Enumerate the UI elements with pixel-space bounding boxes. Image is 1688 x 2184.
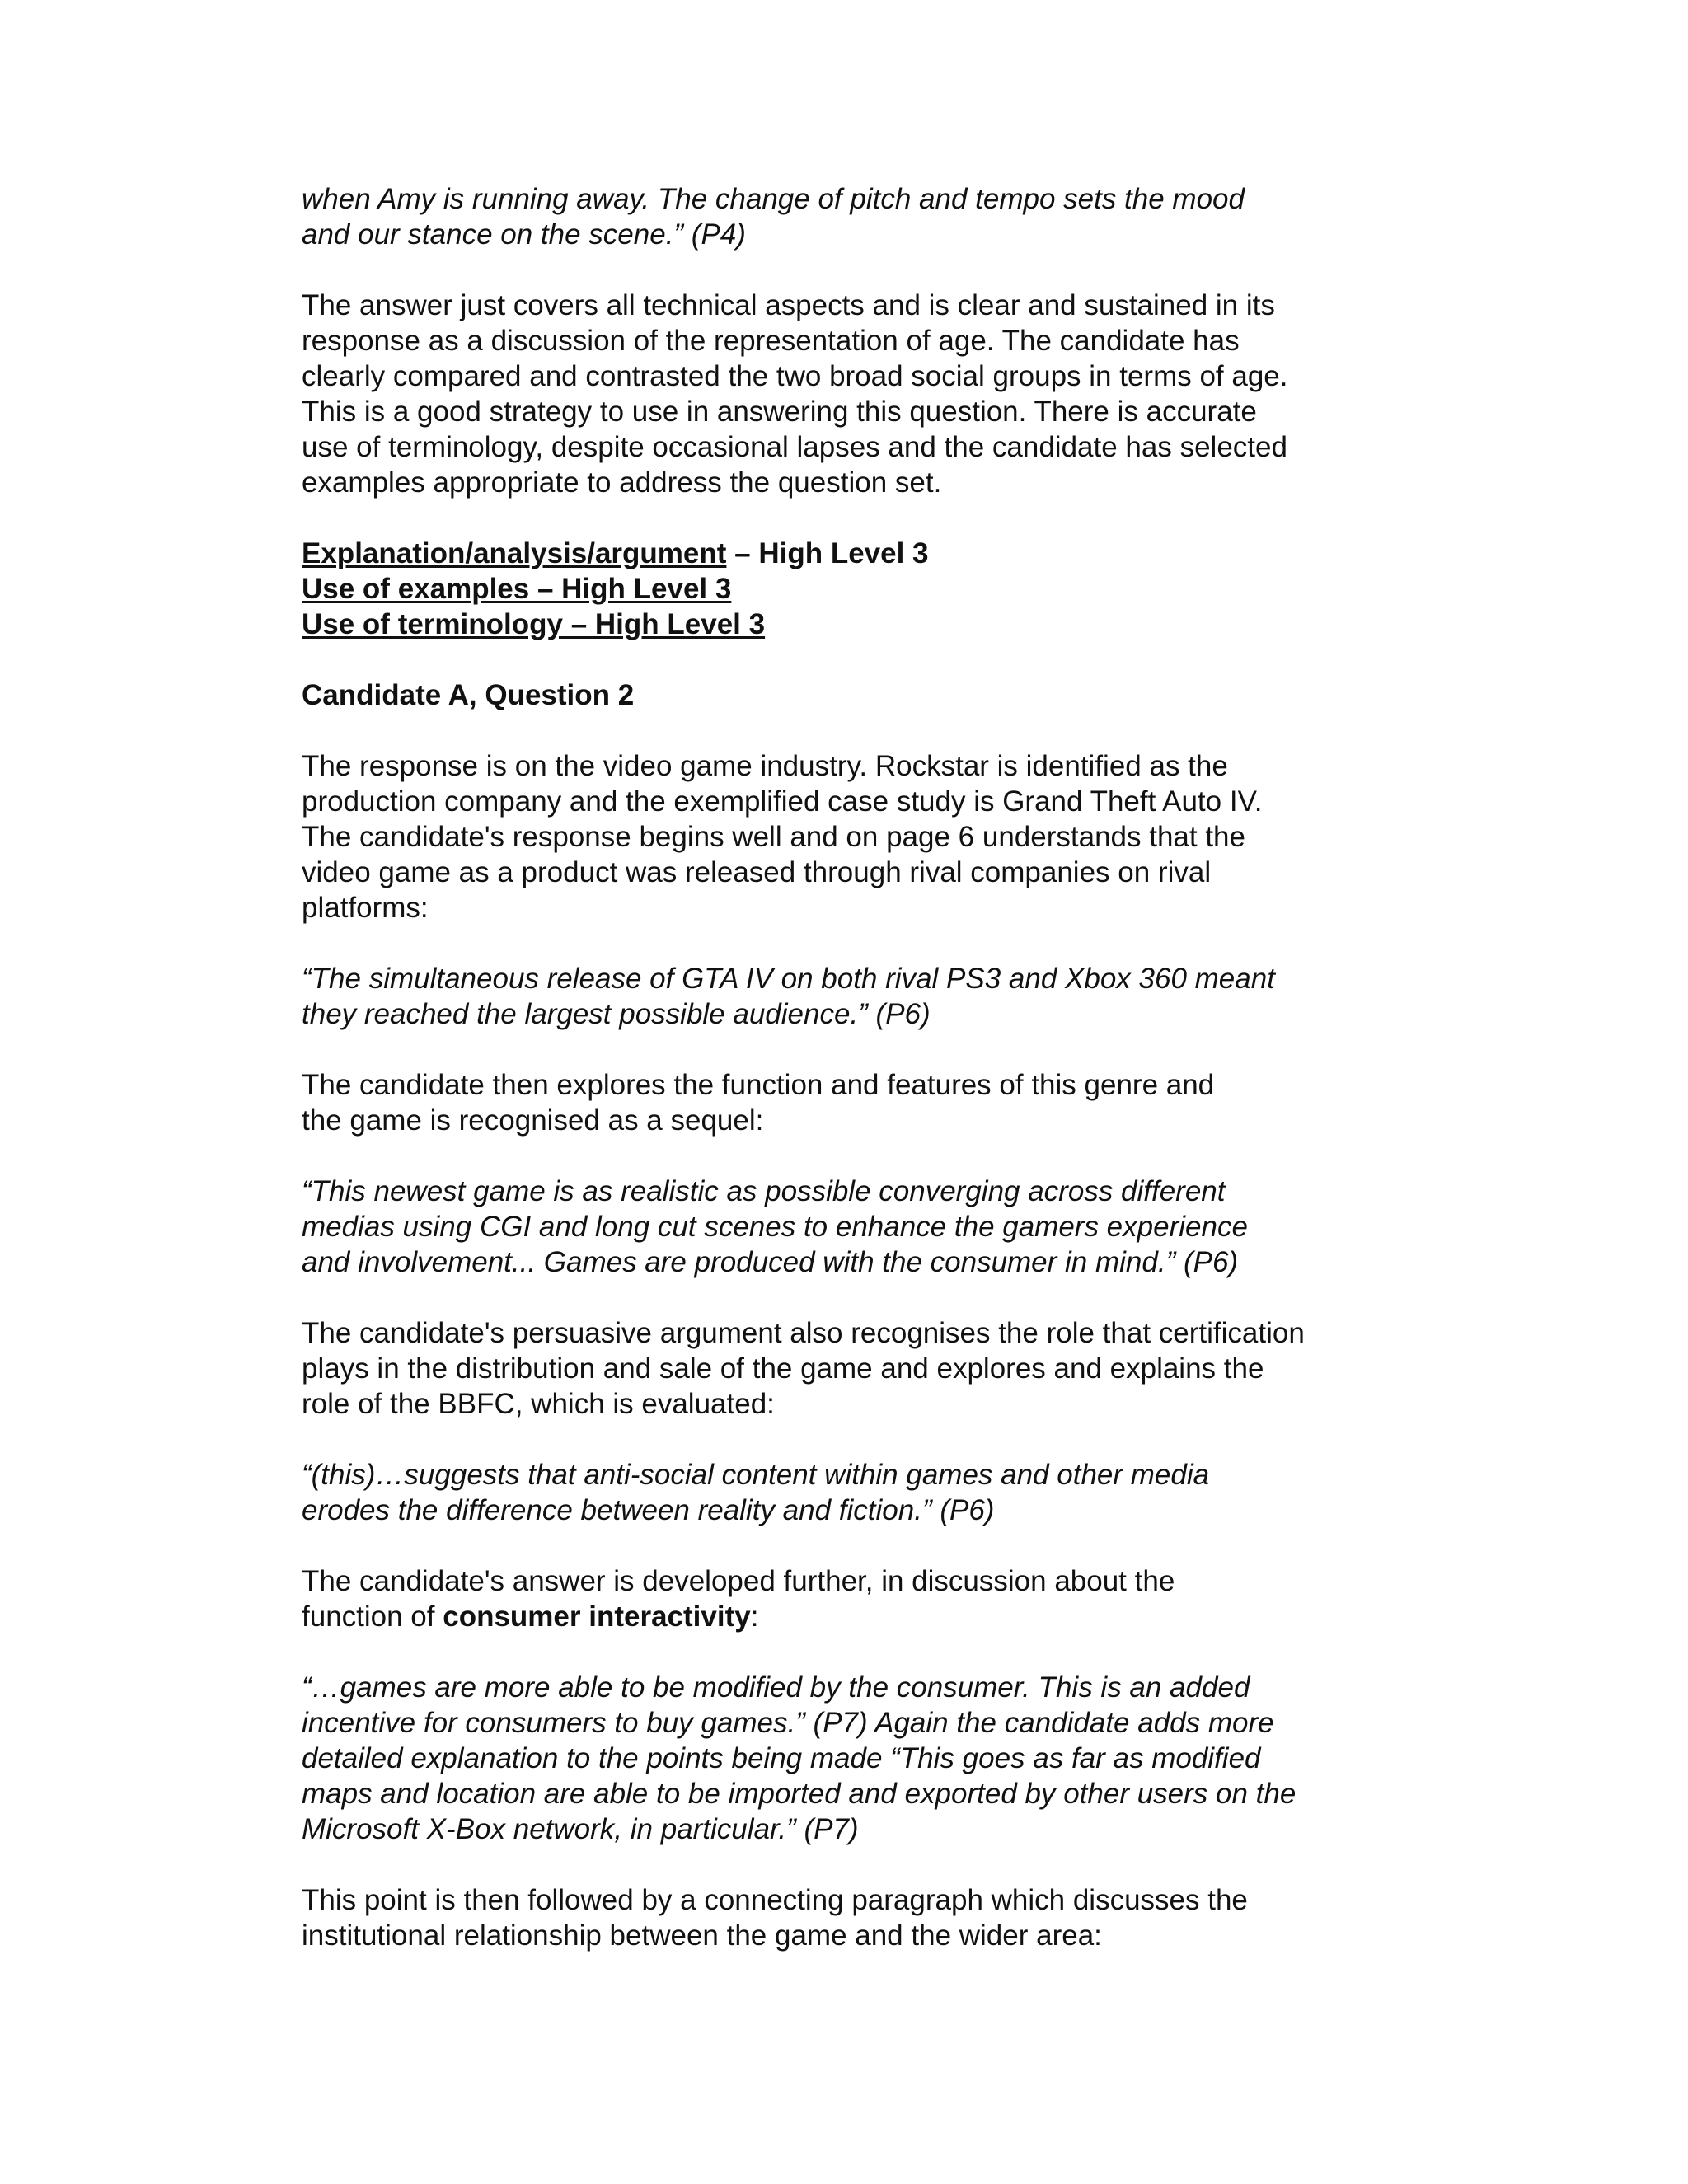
- bold-term: consumer interactivity: [443, 1601, 751, 1633]
- text-segment: :: [750, 1601, 759, 1633]
- text-line: when Amy is running away. The change of pitch and tempo sets the mood: [302, 183, 1245, 215]
- heading-text: Candidate A, Question 2: [302, 679, 635, 711]
- text-line: “This newest game is as realistic as possible converging across different: [302, 1175, 1226, 1207]
- paragraph-gap: [302, 1280, 1398, 1315]
- text-line: plays in the distribution and sale of the game and explores and explains the: [302, 1352, 1264, 1385]
- paragraph-gap: [302, 1422, 1398, 1457]
- paragraph-commentary: [302, 288, 1398, 500]
- text-line: This point is then followed by a connecting paragraph which discusses the: [302, 1884, 1248, 1916]
- paragraph-gap: [302, 1634, 1398, 1670]
- paragraph-gap: [302, 500, 1398, 536]
- paragraph-certification: [302, 1315, 1398, 1422]
- text-line: the game is recognised as a sequel:: [302, 1104, 764, 1137]
- text-line: clearly compared and contrasted the two broad social groups in terms of age.: [302, 360, 1288, 392]
- text-line: platforms:: [302, 892, 429, 924]
- level-value: – High Level 3: [726, 537, 929, 569]
- paragraph-gap: [302, 713, 1398, 748]
- text-line: detailed explanation to the points being made “This goes as far as modified: [302, 1742, 1261, 1774]
- text-line: they reached the largest possible audience.” (P6): [302, 998, 931, 1030]
- text-segment: function of: [302, 1601, 443, 1633]
- text-line: This is a good strategy to use in answering this question. There is accurate: [302, 396, 1257, 428]
- text-line: role of the BBFC, which is evaluated:: [302, 1388, 775, 1420]
- text-line: incentive for consumers to buy games.” (P7) Again the candidate adds more: [302, 1707, 1274, 1739]
- text-line: response as a discussion of the representation of age. The candidate has: [302, 325, 1240, 357]
- quote-antisocial: [302, 1457, 1398, 1528]
- quote-continuation: [302, 181, 1398, 252]
- paragraph-gap: [302, 1528, 1398, 1563]
- section-heading: [302, 677, 1398, 713]
- paragraph-gap: [302, 252, 1398, 288]
- quote-release: [302, 961, 1398, 1032]
- level-line-explanation: [302, 536, 1398, 571]
- paragraph-gap: [302, 926, 1398, 961]
- text-line: video game as a product was released through rival companies on rival: [302, 856, 1212, 888]
- text-line-mixed: [302, 1599, 1398, 1634]
- text-line: The answer just covers all technical aspects and is clear and sustained in its: [302, 289, 1275, 321]
- quote-modification: [302, 1670, 1398, 1847]
- text-line: maps and location are able to be imported and exported by other users on the: [302, 1778, 1296, 1810]
- text-line: institutional relationship between the game and the wider area:: [302, 1919, 1102, 1952]
- level-label: Explanation/analysis/argument: [302, 537, 727, 569]
- text-line: Microsoft X-Box network, in particular.” (P7): [302, 1813, 859, 1845]
- text-line: The candidate's response begins well and on page 6 understands that the: [302, 821, 1245, 853]
- level-line-examples: Use of examples – High Level 3: [302, 573, 732, 605]
- paragraph-gap: [302, 642, 1398, 677]
- paragraph-genre: [302, 1067, 1398, 1138]
- text-line: “(this)…suggests that anti-social content within games and other media: [302, 1459, 1210, 1491]
- text-line: The candidate then explores the function and features of this genre and: [302, 1069, 1215, 1101]
- quote-realism: [302, 1174, 1398, 1280]
- text-line: The candidate's answer is developed further, in discussion about the: [302, 1565, 1175, 1597]
- text-line: production company and the exemplified case study is Grand Theft Auto IV.: [302, 785, 1263, 818]
- text-line: and our stance on the scene.” (P4): [302, 218, 746, 251]
- paragraph-interactivity: [302, 1563, 1398, 1634]
- paragraph-gap: [302, 1032, 1398, 1067]
- text-line: and involvement... Games are produced with the consumer in mind.” (P6): [302, 1246, 1239, 1278]
- paragraph-connecting: [302, 1882, 1398, 1953]
- level-line-terminology: Use of terminology – High Level 3: [302, 608, 766, 640]
- text-line: erodes the difference between reality and fiction.” (P6): [302, 1494, 995, 1526]
- page-content: [302, 181, 1398, 1953]
- text-line: examples appropriate to address the question set.: [302, 466, 942, 499]
- paragraph-response: [302, 748, 1398, 926]
- text-line: The candidate's persuasive argument also recognises the role that certification: [302, 1317, 1305, 1349]
- text-line: “…games are more able to be modified by the consumer. This is an added: [302, 1671, 1250, 1704]
- text-line: “The simultaneous release of GTA IV on both rival PS3 and Xbox 360 meant: [302, 963, 1275, 995]
- level-summary: [302, 536, 1398, 642]
- text-line: medias using CGI and long cut scenes to enhance the gamers experience: [302, 1211, 1248, 1243]
- text-line: The response is on the video game industry. Rockstar is identified as the: [302, 750, 1228, 782]
- text-line: use of terminology, despite occasional lapses and the candidate has selected: [302, 431, 1287, 463]
- paragraph-gap: [302, 1847, 1398, 1882]
- paragraph-gap: [302, 1138, 1398, 1174]
